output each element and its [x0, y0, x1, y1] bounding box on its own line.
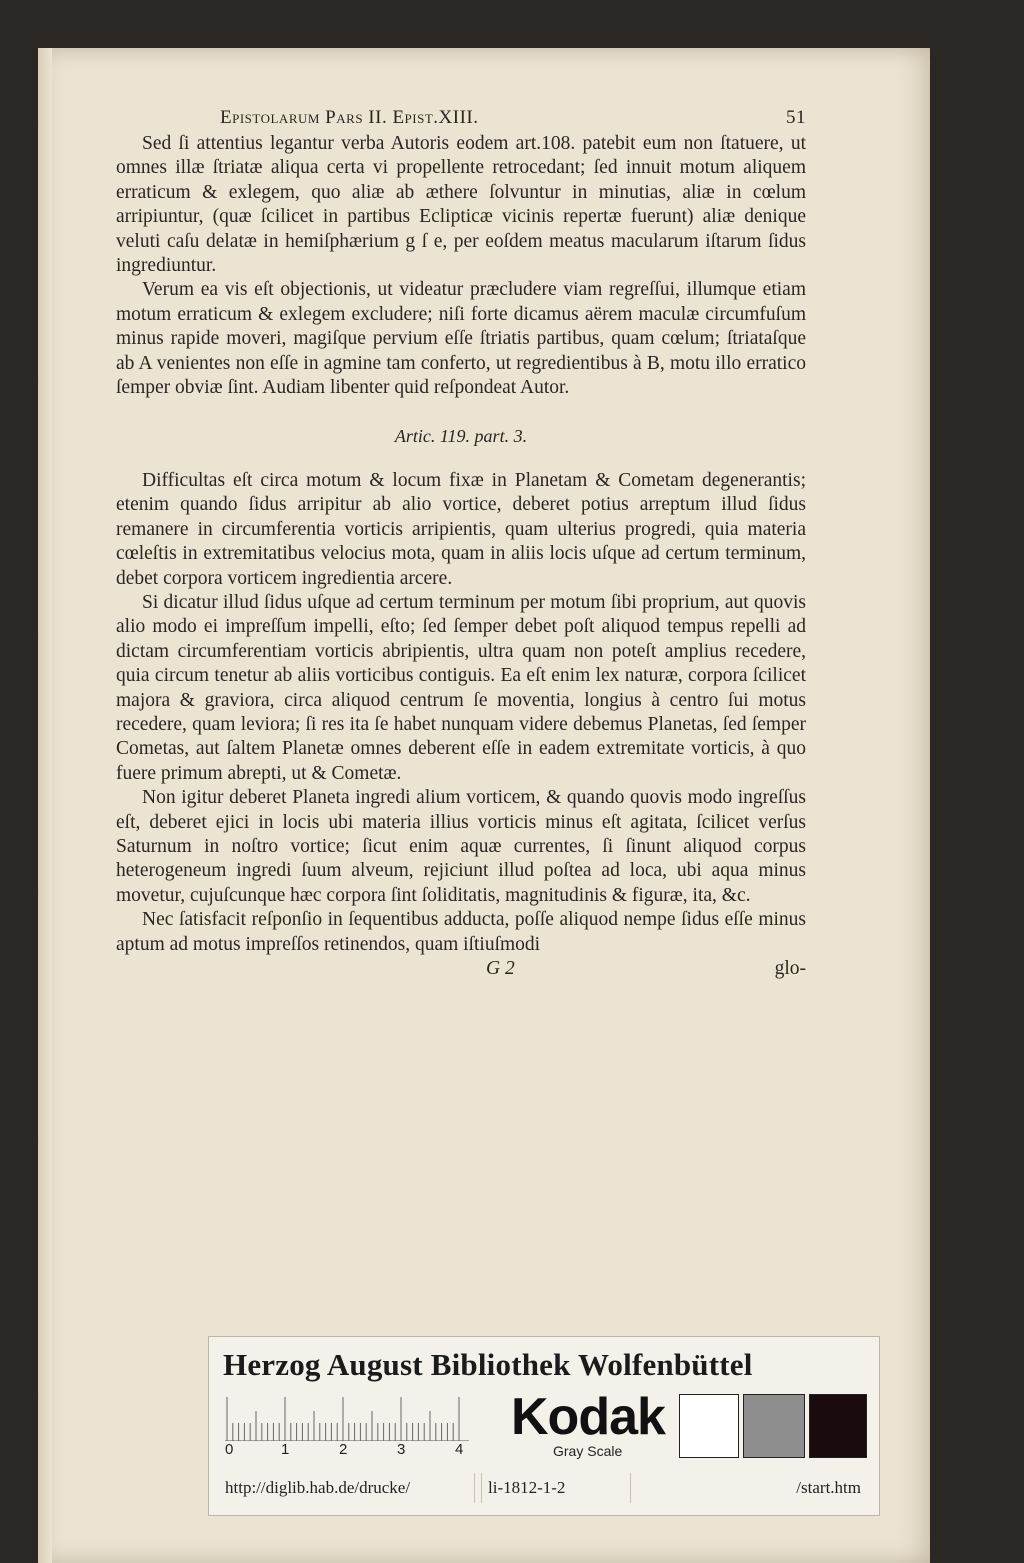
scale-number: 0 — [225, 1441, 234, 1458]
catchword: glo- — [774, 958, 806, 979]
signature-mark: G 2 — [486, 958, 515, 979]
paragraph: Verum ea vis eſt objectionis, ut videatur præcludere viam regreſſui, illumque etiam motum erraticum & exlegem excludere; niſi forte dicamus aërem maculæ circumfuſum minus rapide moveri, magiſque pervium eſſe ſtriatis partibus, quam cœlum; ſtriataſque ab A venientes non eſſe in agmine tam conferto, ut regredientibus à B, motu illo erratico ſemper obviæ ſint. Audiam libenter quid reſpondeat Autor. — [116, 279, 806, 399]
paragraph: Difficultas eſt circa motum & locum fixæ in Planetam & Cometam degenerantis; etenim quando ſidus arripitur ab alio vortice, deberet potius arreptum illud ſidus remanere in circumferentia vorticis arripientis, quam ulterius progredi, quia materia cœleſtis in extremitatibus velocius mota, quam in aliis locis uſque ad certum terminum, debet corpora vorticem ingredientia arcere. — [116, 469, 806, 589]
ruler-scale-icon — [225, 1395, 469, 1441]
kodak-brand: Kodak — [511, 1388, 665, 1446]
scale-number: 1 — [281, 1441, 290, 1458]
page-gutter-shadow — [38, 48, 52, 1563]
url-prefix: http://diglib.hab.de/drucke/ — [219, 1473, 475, 1503]
paragraph: Non igitur deberet Planeta ingredi alium vorticem, & quando quovis modo ingreſſus eſt, deberet ejici in locis ubi materia illius vorticis minus eſt agitata, ſcilicet verſus Saturnum in noſtro vortice; ſicut enim aquæ currentes, ſi ſinunt aliquod corpus heterogeneum ingredi ſuum alveum, rejiciunt illud poſtea ad loca, ubi aqua minus movetur, cujuſcunque hæc corpora ſint ſoliditatis, magnitudinis & figuræ, ita, &c. — [116, 787, 806, 906]
gray-patch-mid — [743, 1394, 805, 1458]
page-footer — [116, 957, 806, 983]
paragraph: Nec ſatisfacit reſponſio in ſequentibus adducta, poſſe aliquod nempe ſidus eſſe minus aptum ad motus impreſſos retinendos, quam iſtiuſmodi — [116, 909, 806, 955]
shelfmark: li-1812-1-2 — [481, 1473, 631, 1503]
card-title: Herzog August Bibliothek Wolfenbüttel — [223, 1347, 753, 1382]
library-color-card — [208, 1336, 880, 1516]
gray-scale-label: Gray Scale — [553, 1443, 623, 1459]
page-text-block — [116, 106, 806, 983]
scale-number: 3 — [397, 1441, 406, 1458]
running-head-title: Epistolarum Pars II. Epist.XIII. — [220, 107, 479, 128]
section-heading: Artic. 119. part. 3. — [394, 426, 528, 447]
scale-number: 2 — [339, 1441, 348, 1458]
url-suffix: /start.htm — [796, 1478, 861, 1497]
scale-number: 4 — [455, 1441, 464, 1458]
running-head — [116, 106, 806, 132]
page-number: 51 — [786, 107, 806, 128]
paragraph: Si dicatur illud ſidus uſque ad certum terminum per motum ſibi proprium, aut quovis alio modo ei impreſſum impelli, eſto; ſed ſemper debet poſt aliquod tempus repelli ad dictam circumferentiam vorticis abripientis, ultra quam non poteſt amplius recedere, quia circum tenetur ab aliis vorticibus contiguis. Ea eſt enim lex naturæ, corpora ſcilicet majora & graviora, circa aliquod centrum ſe moventia, longius à centro ſui motus recedere, quam leviora; ſi res ita ſe habet nunquam videre debemus Planetas, ſed ſemper Cometas, aut ſaltem Planetæ omnes deberent eſſe in eadem extremitate vorticis, à quo fuere primum abrepti, ut & Cometæ. — [116, 591, 806, 784]
paragraph: Sed ſi attentius legantur verba Autoris eodem art.108. patebit eum non ſtatuere, ut omnes illæ ſtriatæ aliqua certa vi propellente retrocedant; ſed innuit motum aliquem erraticum & exlegem, quo aliæ ab æthere ſolvuntur in minutias, aliæ in cœlum arripiuntur, (quæ ſcilicet in partibus Eclipticæ vicinis repertæ fuerunt) aliæ denique veluti caſu delatæ in hemiſphærium g ſ e, per eoſdem meatus macularum iſtarum ſidus ingrediuntur. — [116, 133, 806, 277]
gray-patch-dark — [809, 1394, 867, 1458]
gray-patch-white — [679, 1394, 739, 1458]
